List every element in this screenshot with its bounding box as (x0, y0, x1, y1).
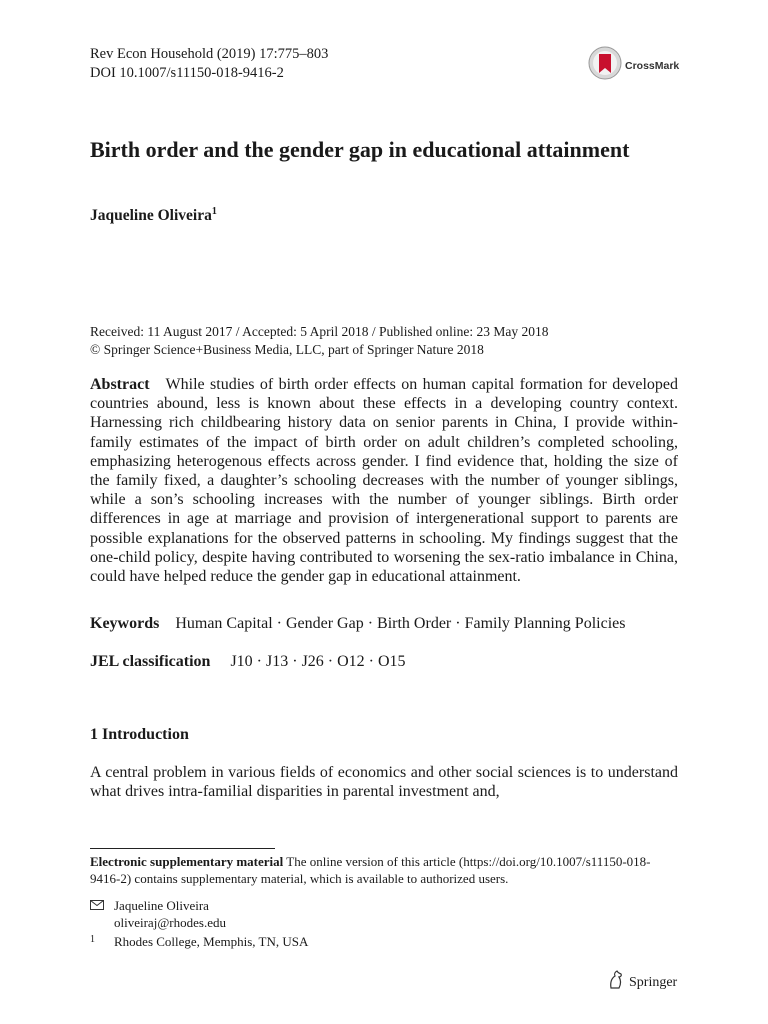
publisher-name: Springer (629, 974, 678, 990)
doi-line: DOI 10.1007/s11150-018-9416-2 (90, 65, 284, 81)
abstract-text: While studies of birth order effects on human capital formation for developed countries abound, less is known about these effects in a developing country context. Harnessing rich childbearing history data on senior parents in China, I provide within-family estimates of the impact of birth order on adult children’s completed schooling, emphasizing heterogenous effects across gender. I find evidence that, holding the size of the family fixed, a daughter’s schooling decreases with the number of younger siblings, while a son’s schooling increases with the number of younger siblings. Birth order differences in age at marriage and provision of intergenerational support to parents are possible explanations for the observed patterns in schooling. My findings suggest that the one-child policy, despite having contributed to worsening the sex-ratio imbalance in China, could have helped reduce the gender gap in educational attainment. (90, 376, 678, 586)
esm-text-before: The online version of this article ( (286, 854, 464, 869)
affiliation-text: Rhodes College, Memphis, TN, USA (114, 934, 309, 949)
esm-link[interactable]: https://doi.org/10.1007/s11150-018-9416-2 (90, 854, 651, 886)
author-name-text: Jaqueline Oliveira (90, 207, 212, 225)
affiliation-footnote (90, 934, 308, 950)
author-name (90, 206, 217, 225)
journal-header (90, 45, 328, 83)
section-heading: 1 Introduction (90, 726, 189, 743)
esm-label: Electronic supplementary material (90, 854, 284, 869)
dates-line: Received: 11 August 2017 / Accepted: 5 April 2018 / Published online: 23 May 2018 (90, 324, 549, 339)
jel-label: JEL classification (90, 653, 211, 670)
keywords-label: Keywords (90, 615, 160, 632)
esm-footnote (90, 853, 678, 887)
author-affiliation-mark: 1 (211, 206, 217, 217)
journal-citation: Rev Econ Household (2019) 17:775–803 (90, 46, 329, 62)
jel-line (90, 653, 406, 671)
crossmark-label: CrossMark (625, 59, 680, 72)
copyright-line: © Springer Science+Business Media, LLC, part of Springer Nature 2018 (90, 342, 484, 357)
article-title: Birth order and the gender gap in educational attainment (90, 137, 630, 162)
crossmark-badge[interactable] (588, 46, 679, 85)
article-history (90, 323, 548, 359)
corresponding-author (90, 897, 226, 931)
abstract-label: Abstract (90, 376, 150, 393)
intro-paragraph: A central problem in various fields of economics and other social sciences is to understand what drives intra-familial disparities in parental investment and, (90, 764, 678, 801)
publisher-logo (607, 970, 677, 995)
crossmark-icon (588, 46, 622, 85)
footnote-divider (90, 848, 275, 849)
affiliation-number: 1 (90, 934, 95, 945)
abstract-block (90, 375, 678, 586)
keywords-line (90, 615, 625, 633)
esm-text-after: ) contains supplementary material, which is available to authorized users. (126, 871, 509, 886)
envelope-icon (90, 897, 114, 931)
keywords-text: Human Capital · Gender Gap · Birth Order · Family Planning Policies (175, 615, 626, 632)
springer-horse-icon (607, 970, 625, 995)
contact-email[interactable]: oliveiraj@rhodes.edu (114, 915, 226, 930)
contact-name: Jaqueline Oliveira (114, 898, 209, 913)
jel-text: J10 · J13 · J26 · O12 · O15 (230, 653, 406, 670)
